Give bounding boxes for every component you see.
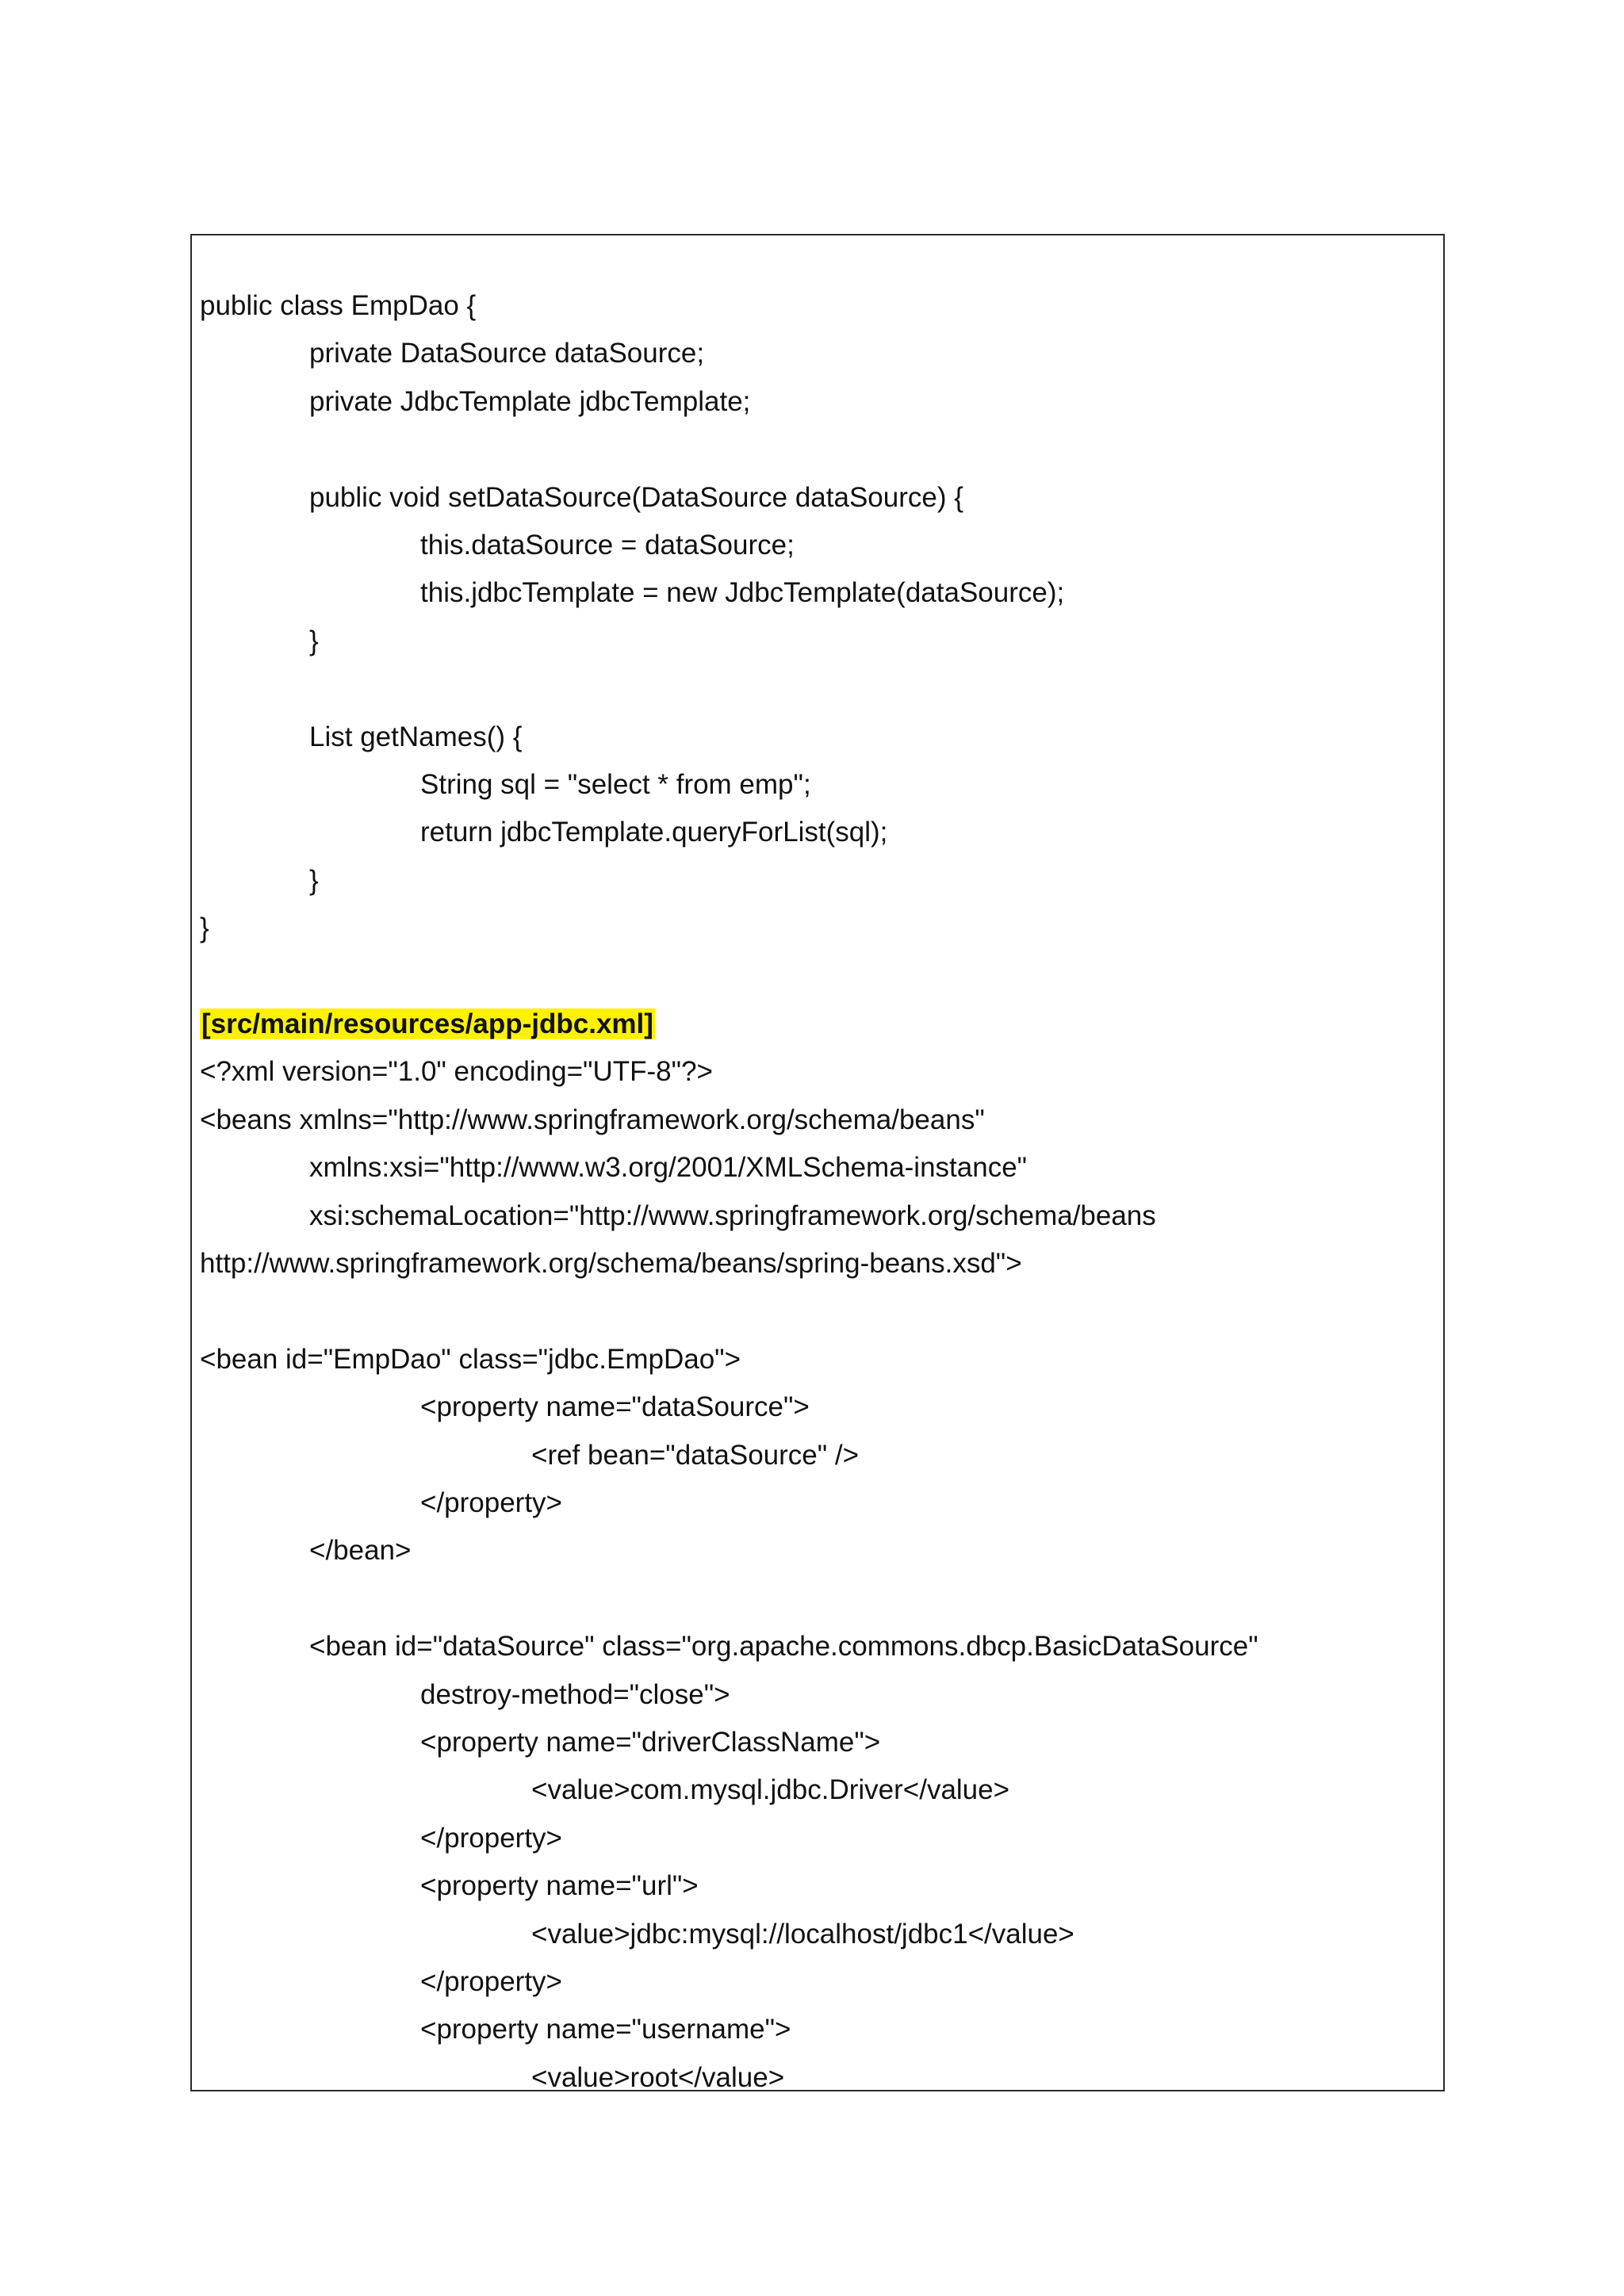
code-text: <ref bean="dataSource" />	[531, 1440, 860, 1471]
file-path-text: [src/main/resources/app-jdbc.xml]	[201, 1008, 653, 1039]
code-line	[200, 289, 476, 323]
code-line	[200, 1103, 985, 1138]
code-text: <property name="driverClassName">	[420, 1727, 881, 1758]
code-text: <value>com.mysql.jdbc.Driver</value>	[531, 1774, 1010, 1805]
code-text: this.jdbcTemplate = new JdbcTemplate(dataSource);	[420, 577, 1065, 608]
code-text: destroy-method="close">	[420, 1679, 730, 1710]
code-text: public void setDataSource(DataSource dataSource) {	[309, 482, 963, 513]
code-text: }	[309, 865, 319, 896]
code-text: private DataSource dataSource;	[309, 338, 705, 369]
code-text: List getNames() {	[309, 721, 523, 752]
code-text: <property name="dataSource">	[420, 1391, 810, 1422]
code-text: xmlns:xsi="http://www.w3.org/2001/XMLSchema-instance"	[309, 1152, 1028, 1183]
code-text: <property name="username">	[420, 2014, 791, 2045]
code-text: String sql = "select * from emp";	[420, 769, 811, 800]
code-text: <?xml version="1.0" encoding="UTF-8"?>	[200, 1056, 713, 1087]
code-line	[309, 624, 319, 659]
code-text: public class EmpDao {	[200, 290, 477, 321]
code-text: <bean id="EmpDao" class="jdbc.EmpDao">	[200, 1344, 741, 1375]
code-text: </bean>	[309, 1535, 412, 1566]
code-line	[531, 1917, 1074, 1952]
code-text: xsi:schemaLocation="http://www.springframework.org/schema/beans	[309, 1200, 1156, 1231]
code-text: </property>	[420, 1966, 562, 1997]
code-line	[200, 911, 209, 946]
code-text: this.dataSource = dataSource;	[420, 530, 795, 561]
code-text: }	[309, 626, 319, 656]
code-line	[531, 1773, 1009, 1808]
file-path-label	[200, 1007, 655, 1042]
code-line	[309, 1150, 1027, 1185]
code-line	[420, 1821, 562, 1856]
code-text: </property>	[420, 1823, 562, 1854]
code-line	[531, 2061, 784, 2091]
code-line	[531, 1438, 859, 1473]
code-text: <beans xmlns="http://www.springframework.org/schema/beans"	[200, 1104, 985, 1135]
code-line	[309, 1629, 1258, 1664]
code-line	[309, 1533, 411, 1568]
code-text: </property>	[420, 1487, 562, 1518]
code-line	[420, 1869, 699, 1904]
code-line	[420, 528, 795, 563]
code-line	[420, 815, 887, 850]
code-text: <value>root</value>	[531, 2062, 785, 2091]
code-line	[309, 336, 704, 371]
code-text: private JdbcTemplate jdbcTemplate;	[309, 386, 751, 417]
code-line	[420, 767, 811, 802]
code-line	[420, 1725, 880, 1760]
code-line	[200, 1246, 1022, 1281]
code-line	[309, 480, 963, 515]
code-line	[200, 1342, 741, 1377]
code-text: <bean id="dataSource" class="org.apache.commons.dbcp.BasicDataSource"	[309, 1631, 1258, 1662]
code-text: return jdbcTemplate.queryForList(sql);	[420, 817, 888, 848]
code-text: <value>jdbc:mysql://localhost/jdbc1</value>	[531, 1919, 1074, 1950]
code-line	[309, 720, 522, 755]
code-line	[200, 1054, 713, 1089]
code-line	[420, 1390, 810, 1425]
code-line	[420, 1965, 562, 1999]
code-listing-box	[190, 234, 1445, 2091]
code-line	[309, 863, 319, 898]
code-text: http://www.springframework.org/schema/beans/spring-beans.xsd">	[200, 1248, 1022, 1279]
code-line	[420, 1678, 730, 1712]
code-line	[420, 2012, 791, 2047]
code-line	[420, 576, 1064, 610]
code-text: }	[200, 913, 209, 943]
code-line	[309, 1199, 1156, 1234]
code-text: <property name="url">	[420, 1870, 699, 1901]
code-line	[309, 385, 750, 419]
code-line	[420, 1486, 562, 1521]
